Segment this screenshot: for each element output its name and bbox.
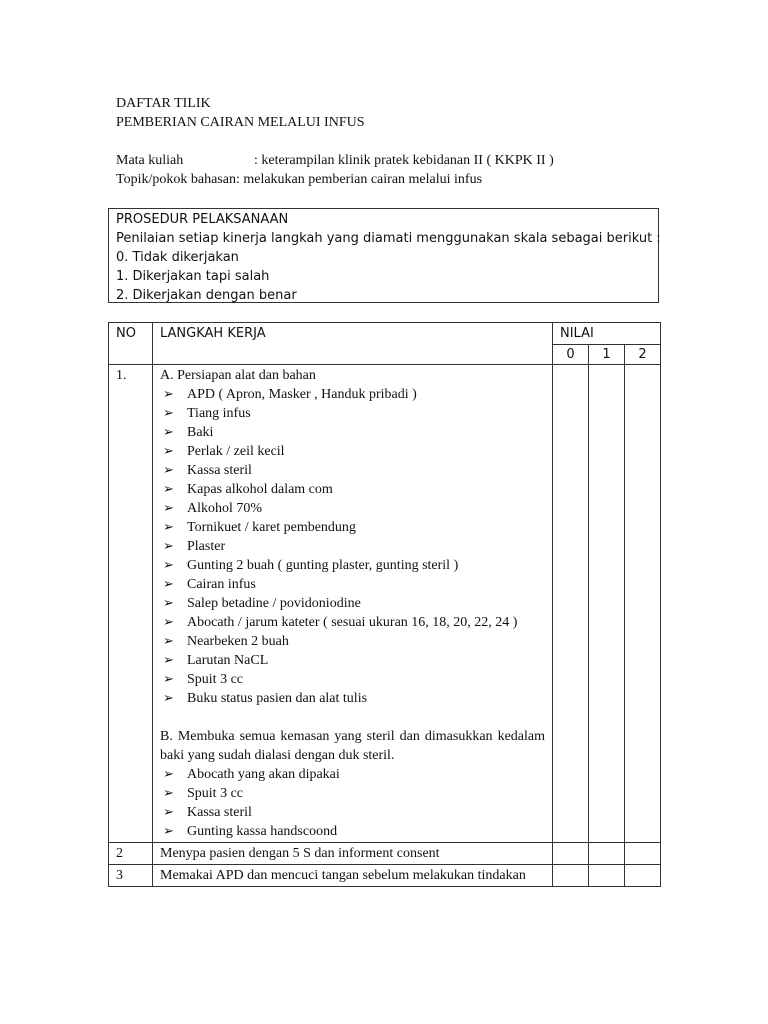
section-b-list xyxy=(160,765,545,841)
checklist-table xyxy=(108,322,661,887)
list-item xyxy=(160,651,545,670)
arrowhead-bullet-icon: ➢ xyxy=(163,672,174,687)
list-item xyxy=(160,632,545,651)
list-item-text: Abocath yang akan dipakai xyxy=(187,767,340,782)
row-no: 3 xyxy=(109,865,153,887)
list-item-text: Perlak / zeil kecil xyxy=(187,444,285,459)
list-item-text: Tiang infus xyxy=(187,406,251,421)
row-no: 2 xyxy=(109,843,153,865)
arrowhead-bullet-icon: ➢ xyxy=(163,558,174,573)
score-cell-0[interactable] xyxy=(553,865,589,887)
list-item xyxy=(160,670,545,689)
scale-item-0: 0. Tidak dikerjakan xyxy=(116,250,239,265)
list-item xyxy=(160,480,545,499)
table-row xyxy=(109,843,661,865)
section-a-list xyxy=(160,385,545,708)
list-item-text: Kassa steril xyxy=(187,463,252,478)
arrowhead-bullet-icon: ➢ xyxy=(163,824,174,839)
arrowhead-bullet-icon: ➢ xyxy=(163,786,174,801)
arrowhead-bullet-icon: ➢ xyxy=(163,539,174,554)
scale-item-2: 2. Dikerjakan dengan benar xyxy=(116,288,297,303)
arrowhead-bullet-icon: ➢ xyxy=(163,653,174,668)
list-item-text: Tornikuet / karet pembendung xyxy=(187,520,356,535)
list-item-text: Buku status pasien dan alat tulis xyxy=(187,691,368,706)
topik-label: Topik/pokok bahasan xyxy=(116,172,236,187)
col-nilai-header: NILAI xyxy=(553,323,661,345)
col-langkah-header: LANGKAH KERJA xyxy=(153,323,553,365)
list-item-text: Spuit 3 cc xyxy=(187,672,243,687)
list-item xyxy=(160,404,545,423)
arrowhead-bullet-icon: ➢ xyxy=(163,425,174,440)
topik-value: : melakukan pemberian cairan melalui infus xyxy=(235,172,483,187)
list-item xyxy=(160,594,545,613)
score-cell-2[interactable] xyxy=(625,865,661,887)
arrowhead-bullet-icon: ➢ xyxy=(163,615,174,630)
list-item xyxy=(160,689,545,708)
arrowhead-bullet-icon: ➢ xyxy=(163,767,174,782)
list-item xyxy=(160,784,545,803)
arrowhead-bullet-icon: ➢ xyxy=(163,634,174,649)
arrowhead-bullet-icon: ➢ xyxy=(163,691,174,706)
list-item-text: Larutan NaCL xyxy=(187,653,269,668)
list-item-text: Nearbeken 2 buah xyxy=(187,634,289,649)
list-item xyxy=(160,822,545,841)
list-item-text: Abocath / jarum kateter ( sesuai ukuran 16, 18, 20, 22, 24 ) xyxy=(187,615,518,630)
arrowhead-bullet-icon: ➢ xyxy=(163,444,174,459)
mata-kuliah-value: : keterampilan klinik pratek kebidanan II ( KKPK II ) xyxy=(254,153,554,168)
list-item-text: Spuit 3 cc xyxy=(187,786,243,801)
arrowhead-bullet-icon: ➢ xyxy=(163,520,174,535)
section-a-title: A. Persiapan alat dan bahan xyxy=(160,368,316,383)
topik-row xyxy=(116,170,482,189)
mata-kuliah-label: Mata kuliah xyxy=(116,153,184,168)
table-row xyxy=(109,865,661,887)
score-cell-1[interactable] xyxy=(589,843,625,865)
arrowhead-bullet-icon: ➢ xyxy=(163,482,174,497)
row-no: 1. xyxy=(109,365,153,843)
score-header-0: 0 xyxy=(553,345,589,365)
list-item xyxy=(160,385,545,404)
list-item xyxy=(160,613,545,632)
mata-kuliah-row xyxy=(116,151,554,170)
list-item-text: Cairan infus xyxy=(187,577,256,592)
list-item xyxy=(160,803,545,822)
section-b-title: B. Membuka semua kemasan yang steril dan dimasukkan kedalam baki yang sudah dialasi dengan duk steril. xyxy=(160,729,545,763)
document-title: DAFTAR TILIK xyxy=(116,96,211,111)
table-header-row xyxy=(109,323,661,345)
list-item xyxy=(160,537,545,556)
arrowhead-bullet-icon: ➢ xyxy=(163,387,174,402)
score-cell-0[interactable] xyxy=(553,843,589,865)
score-header-1: 1 xyxy=(589,345,625,365)
list-item xyxy=(160,499,545,518)
list-item-text: Kassa steril xyxy=(187,805,252,820)
col-no-header: NO xyxy=(109,323,153,365)
list-item xyxy=(160,556,545,575)
score-cell-0[interactable] xyxy=(553,365,589,843)
arrowhead-bullet-icon: ➢ xyxy=(163,501,174,516)
score-cell-2[interactable] xyxy=(625,365,661,843)
list-item-text: Salep betadine / povidoniodine xyxy=(187,596,361,611)
score-cell-2[interactable] xyxy=(625,843,661,865)
arrowhead-bullet-icon: ➢ xyxy=(163,406,174,421)
procedure-intro: Penilaian setiap kinerja langkah yang diamati menggunakan skala sebagai berikut : xyxy=(116,231,661,246)
row-step xyxy=(153,365,553,843)
list-item-text: Alkohol 70% xyxy=(187,501,263,516)
procedure-heading: PROSEDUR PELAKSANAAN xyxy=(116,212,289,227)
list-item xyxy=(160,442,545,461)
list-item-text: Plaster xyxy=(187,539,226,554)
list-item-text: Gunting kassa handscoond xyxy=(187,824,338,839)
arrowhead-bullet-icon: ➢ xyxy=(163,463,174,478)
arrowhead-bullet-icon: ➢ xyxy=(163,577,174,592)
list-item-text: Kapas alkohol dalam com xyxy=(187,482,333,497)
arrowhead-bullet-icon: ➢ xyxy=(163,805,174,820)
arrowhead-bullet-icon: ➢ xyxy=(163,596,174,611)
procedure-box xyxy=(108,208,659,303)
list-item-text: Gunting 2 buah ( gunting plaster, gunting steril ) xyxy=(187,558,459,573)
list-item xyxy=(160,461,545,480)
list-item xyxy=(160,575,545,594)
list-item-text: Baki xyxy=(187,425,214,440)
table-row xyxy=(109,365,661,843)
score-header-2: 2 xyxy=(625,345,661,365)
list-item xyxy=(160,765,545,784)
row-step: Menypa pasien dengan 5 S dan informent consent xyxy=(153,843,553,865)
list-item xyxy=(160,423,545,442)
list-item-text: APD ( Apron, Masker , Handuk pribadi ) xyxy=(187,387,417,402)
score-cell-1[interactable] xyxy=(589,365,625,843)
scale-item-1: 1. Dikerjakan tapi salah xyxy=(116,269,270,284)
row-step: Memakai APD dan mencuci tangan sebelum melakukan tindakan xyxy=(153,865,553,887)
score-cell-1[interactable] xyxy=(589,865,625,887)
list-item xyxy=(160,518,545,537)
document-subtitle: PEMBERIAN CAIRAN MELALUI INFUS xyxy=(116,115,365,130)
